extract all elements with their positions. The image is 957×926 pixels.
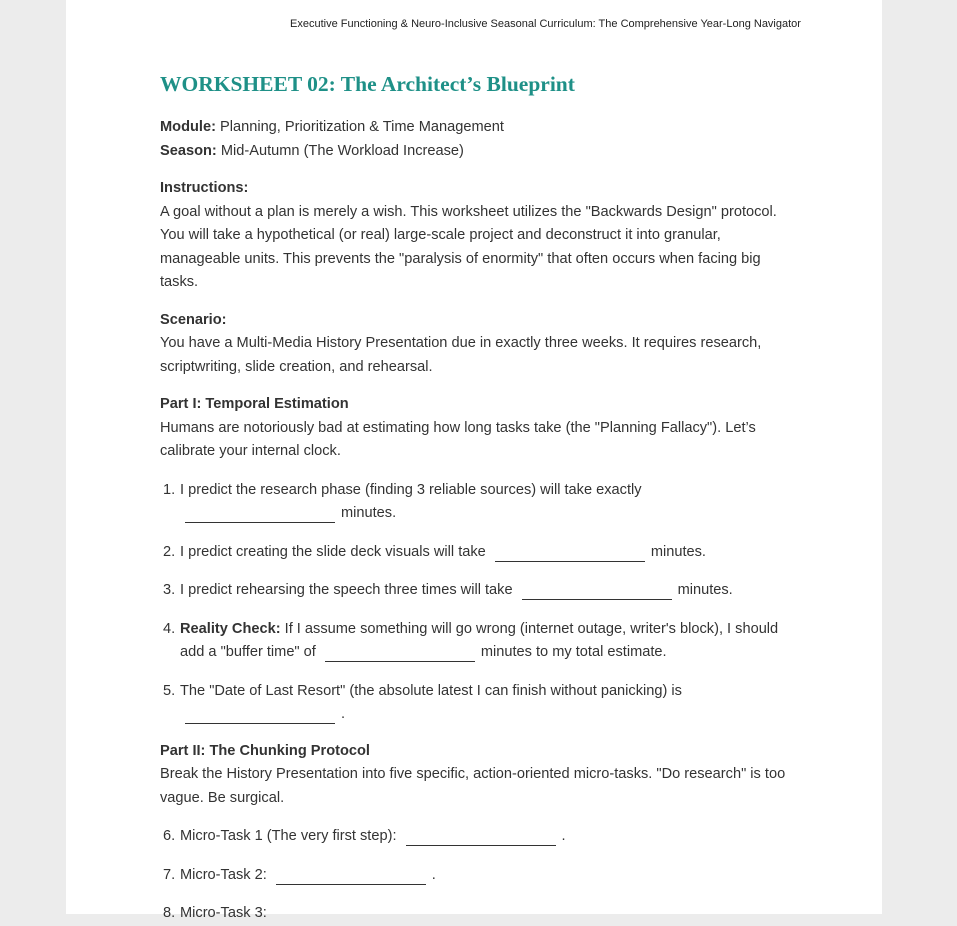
worksheet-content [160, 70, 800, 926]
answer-blank[interactable] [406, 831, 556, 846]
part2-list [160, 825, 800, 926]
answer-blank[interactable] [276, 870, 426, 885]
season-line [160, 140, 800, 164]
part2-intro: Break the History Presentation into five specific, action-oriented micro-tasks. "Do research" is too vague. Be surgical. [160, 766, 786, 806]
list-item: 8. Micro-Task 3: [163, 905, 267, 921]
part1-list [160, 479, 800, 727]
list-item: 6. Micro-Task 1 (The very first step): . [163, 828, 566, 844]
part1-intro: Humans are notoriously bad at estimating how long tasks take (the "Planning Fallacy"). Let’s calibrate your internal clock. [160, 419, 756, 459]
list-item: 4. Reality Check: If I assume something will go wrong (internet outage, writer's block), I should add a "buffer time" of minutes to my total estimate. [163, 620, 779, 660]
list-item: 7. Micro-Task 2: . [163, 866, 436, 883]
document-page [66, 0, 882, 921]
worksheet-title: WORKSHEET 02: The Architect’s Blueprint [160, 72, 575, 96]
running-header: Executive Functioning & Neuro-Inclusive Seasonal Curriculum: The Comprehensive Year-Long Navigator [290, 18, 801, 30]
scenario-heading: Scenario: [160, 311, 227, 328]
answer-blank[interactable] [185, 709, 335, 724]
instructions-text: A goal without a plan is merely a wish. This worksheet utilizes the "Backwards Design" protocol. You will take a hypothetical (or real) large-scale project and deconstruct it into granular, manageable units. This prevents the "paralysis of enormity" that often occurs when facing big tasks. [160, 203, 777, 290]
list-item: 2. I predict creating the slide deck visuals will take minutes. [163, 543, 706, 560]
part2-heading: Part II: The Chunking Protocol [160, 742, 370, 759]
instructions-heading: Instructions: [160, 180, 249, 196]
list-item: 1. I predict the research phase (finding 3 reliable sources) will take exactly minutes. [163, 481, 642, 521]
module-label: Module: [160, 119, 216, 135]
list-item: 5. The "Date of Last Resort" (the absolute latest I can finish without panicking) is . [163, 682, 682, 722]
part1-heading: Part I: Temporal Estimation [160, 396, 349, 412]
module-line [160, 116, 800, 140]
scenario-text: You have a Multi-Media History Presentation due in exactly three weeks. It requires research, scriptwriting, slide creation, and rehearsal. [160, 335, 762, 375]
season-label: Season: [160, 142, 217, 159]
module-value: Planning, Prioritization & Time Management [220, 119, 504, 135]
answer-blank[interactable] [495, 547, 645, 562]
list-item: 3. I predict rehearsing the speech three times will take minutes. [163, 582, 733, 598]
season-value: Mid-Autumn (The Workload Increase) [220, 142, 464, 159]
answer-blank[interactable] [325, 647, 475, 662]
answer-blank[interactable] [185, 508, 335, 523]
answer-blank[interactable] [522, 585, 672, 600]
